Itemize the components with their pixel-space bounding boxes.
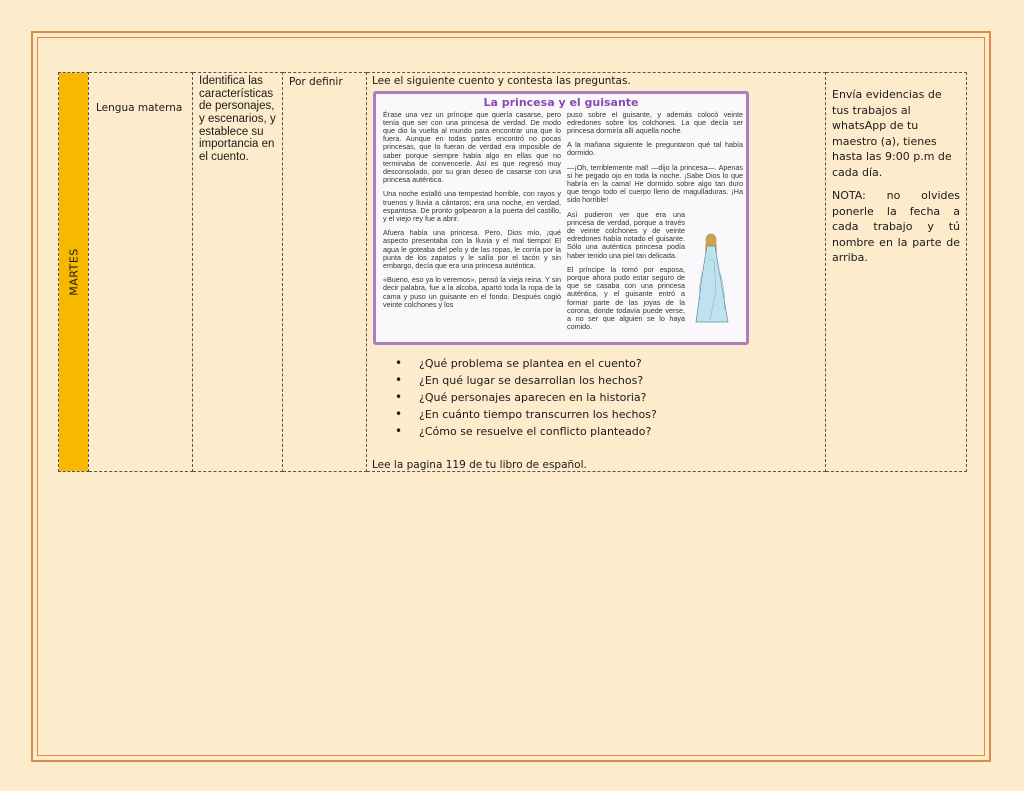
list-item: • ¿Qué problema se plantea en el cuento? xyxy=(395,355,825,372)
note-text: NOTA: no olvides ponerle la fecha a cada trabajo y tú nombre en la parte de arriba. xyxy=(832,189,960,264)
day-cell xyxy=(59,73,89,472)
story-paragraph: Afuera había una princesa. Pero, Dios mío, ¡qué aspecto presentaba con la lluvia y el mal tiempo! El agua le goteaba del pelo y de las ropas, le corría por la punta de los zapatos y le salía por el tacón y sin embargo, decía que era una princesa auténtica. xyxy=(383,228,561,271)
table-row xyxy=(59,73,967,472)
princess-illustration xyxy=(688,230,738,330)
evidence-cell xyxy=(826,73,967,472)
story-paragraph: El príncipe la tomó por esposa, porque ahora pudo estar seguro de que se casaba con una princesa auténtica, y el guisante entró a formar parte de las joyas de la corona, donde todavía puede verse, a no ser que alguien se lo haya comido. xyxy=(567,264,685,332)
objective-cell xyxy=(193,73,283,472)
activity-intro: Lee el siguiente cuento y contesta las preguntas. xyxy=(372,75,631,87)
question-list xyxy=(372,355,825,440)
story-paragraph: «Bueno, eso ya lo veremos», pensó la vieja reina. Y sin decir palabra, fue a la alcoba, apartó toda la ropa de la cama y puso un guisante en el fondo. Después cogió veinte colchones y los xyxy=(383,275,561,309)
story-paragraph: Érase una vez un príncipe que quería casarse, pero tenía que ser con una princesa de verdad. De modo que dio la vuelta al mundo para encontrar una que lo fuera. Aunque en todas partes encontró no pocas princesas, que lo fueran de verdad era imposible de saber porque siempre había algo en ellas que no terminaba de convencerle. Así es que regresó muy desconsolado, por su gran deseo de casarse con una princesa auténtica. xyxy=(383,109,561,185)
evidence-text: Envía evidencias de tus trabajos al whatsApp de tu maestro (a), tienes hasta las 9:00 p.m de cada día. xyxy=(832,88,952,179)
subject-cell xyxy=(89,73,193,472)
list-item: • ¿En qué lugar se desarrollan los hechos? xyxy=(395,372,825,389)
activity-cell xyxy=(367,73,826,472)
closing-instruction: Lee la pagina 119 de tu libro de español. xyxy=(372,459,587,471)
story-left-column xyxy=(383,111,561,315)
day-label: MARTES xyxy=(66,248,80,296)
story-paragraph: Así pudieron ver que era una princesa de verdad, porque a través de veinte colchones y de veinte edredones había notado el guisante. Sólo una auténtica princesa podía haber tenido una piel tan delicada. xyxy=(567,209,685,260)
status-cell xyxy=(283,73,367,472)
list-item: • ¿En cuánto tiempo transcurren los hechos? xyxy=(395,406,825,423)
story-title: La princesa y el guisante xyxy=(483,95,639,109)
subject-text: Lengua materna xyxy=(96,102,183,114)
story-paragraph: —¡Oh, terriblemente mal! —dijo la princesa—. Apenas si he pegado ojo en toda la noche. ¡Sabe Dios lo que habría en la cama! He dormido sobre algo tan duro que tengo todo el cuerpo lleno de magulladuras. ¡Ha sido horrible! xyxy=(567,162,743,205)
list-item: • ¿Qué personajes aparecen en la historia? xyxy=(395,389,825,406)
objective-text: Identifica las características de personajes, y escenarios, y establece su importancia en el cuento. xyxy=(199,75,276,163)
status-text: Por definir xyxy=(289,76,343,88)
story-paragraph: Una noche estalló una tempestad horrible, con rayos y truenos y lluvia a cántaros; era una noche, en verdad, espantosa. De pronto golpearon a la puerta del castillo, y el viejo rey fue a abrir. xyxy=(383,189,561,224)
list-item: • ¿Cómo se resuelve el conflicto planteado? xyxy=(395,423,825,440)
story-image xyxy=(373,91,749,345)
lesson-plan-table xyxy=(58,72,967,472)
story-paragraph: A la mañana siguiente le preguntaron qué tal había dormido. xyxy=(567,140,743,158)
story-paragraph: puso sobre el guisante, y además colocó veinte edredones sobre los colchones. La que decía ser princesa dormiría allí aquella noche. xyxy=(567,109,743,135)
